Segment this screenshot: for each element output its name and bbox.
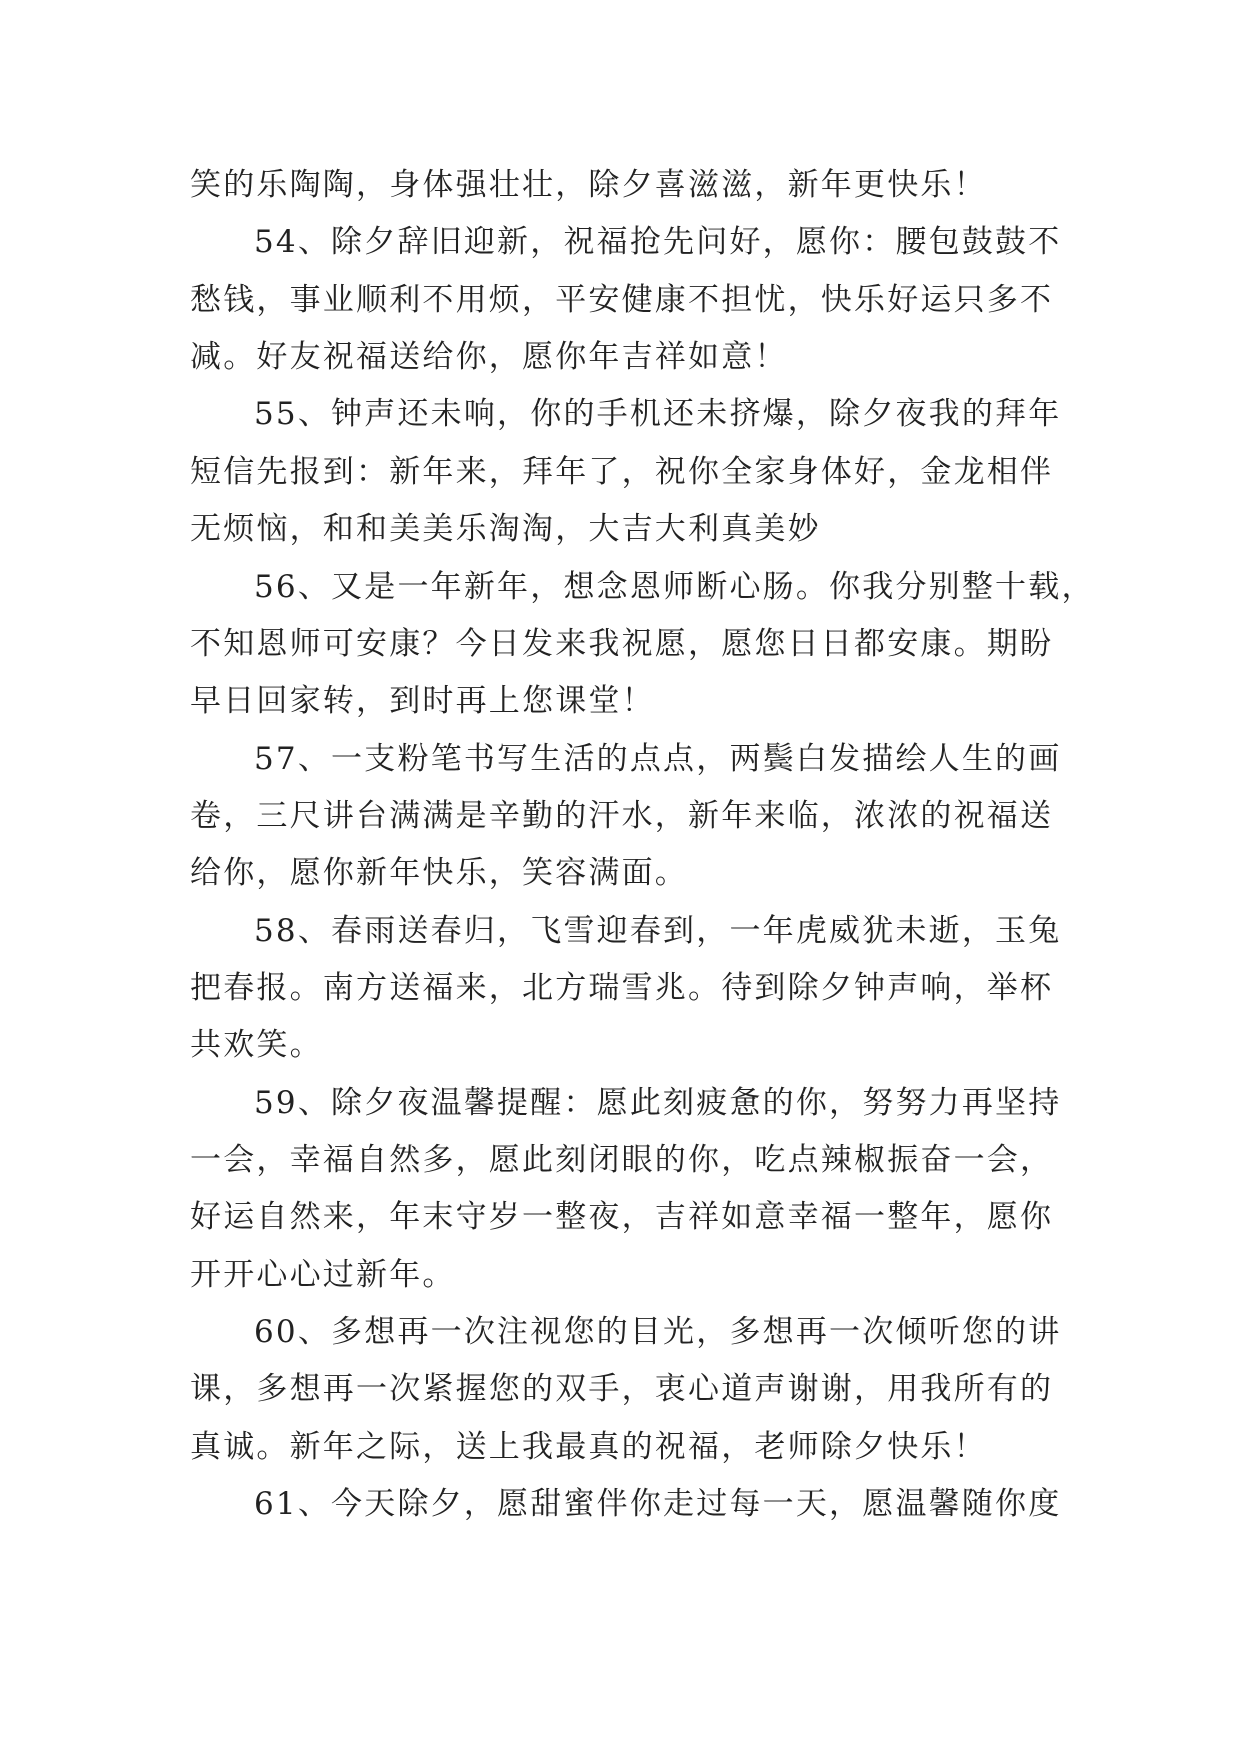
text-line: 好运自然来，年末守岁一整夜，吉祥如意幸福一整年，愿你 xyxy=(190,1199,1054,1235)
text-line: 减。好友祝福送给你，愿你年吉祥如意！ xyxy=(190,339,788,375)
text-line: 开开心心过新年。 xyxy=(190,1257,456,1293)
text-line: 57、一支粉笔书写生活的点点，两鬓白发描绘人生的画 xyxy=(254,741,1062,777)
text-line: 卷，三尺讲台满满是辛勤的汗水，新年来临，浓浓的祝福送 xyxy=(190,798,1054,834)
text-line: 课，多想再一次紧握您的双手，衷心道声谢谢，用我所有的 xyxy=(190,1371,1054,1407)
text-line: 61、今天除夕，愿甜蜜伴你走过每一天，愿温馨随你度 xyxy=(254,1486,1062,1522)
text-line: 真诚。新年之际，送上我最真的祝福，老师除夕快乐！ xyxy=(190,1429,987,1465)
text-line: 愁钱，事业顺利不用烦，平安健康不担忧，快乐好运只多不 xyxy=(190,282,1054,318)
text-line: 无烦恼，和和美美乐淘淘，大吉大利真美妙 xyxy=(190,511,821,547)
text-line: 早日回家转，到时再上您课堂！ xyxy=(190,683,655,719)
text-line: 54、除夕辞旧迎新，祝福抢先问好，愿你：腰包鼓鼓不 xyxy=(254,224,1062,260)
text-line: 短信先报到：新年来，拜年了，祝你全家身体好，金龙相伴 xyxy=(190,454,1054,490)
text-line: 55、钟声还未响，你的手机还未挤爆，除夕夜我的拜年 xyxy=(254,396,1062,432)
text-line: 给你，愿你新年快乐，笑容满面。 xyxy=(190,855,688,891)
text-line: 共欢笑。 xyxy=(190,1027,323,1063)
text-line: 笑的乐陶陶，身体强壮壮，除夕喜滋滋，新年更快乐！ xyxy=(190,167,987,203)
text-line: 56、又是一年新年，想念恩师断心肠。你我分别整十载， xyxy=(254,569,1095,605)
text-line: 不知恩师可安康？今日发来我祝愿，愿您日日都安康。期盼 xyxy=(190,626,1054,662)
text-line: 把春报。南方送福来，北方瑞雪兆。待到除夕钟声响，举杯 xyxy=(190,970,1054,1006)
text-line: 一会，幸福自然多，愿此刻闭眼的你，吃点辣椒振奋一会， xyxy=(190,1142,1054,1178)
text-line: 59、除夕夜温馨提醒：愿此刻疲惫的你，努努力再坚持 xyxy=(254,1085,1062,1121)
text-line: 60、多想再一次注视您的目光，多想再一次倾听您的讲 xyxy=(254,1314,1062,1350)
text-line: 58、春雨送春归，飞雪迎春到，一年虎威犹未逝，玉兔 xyxy=(254,913,1062,949)
